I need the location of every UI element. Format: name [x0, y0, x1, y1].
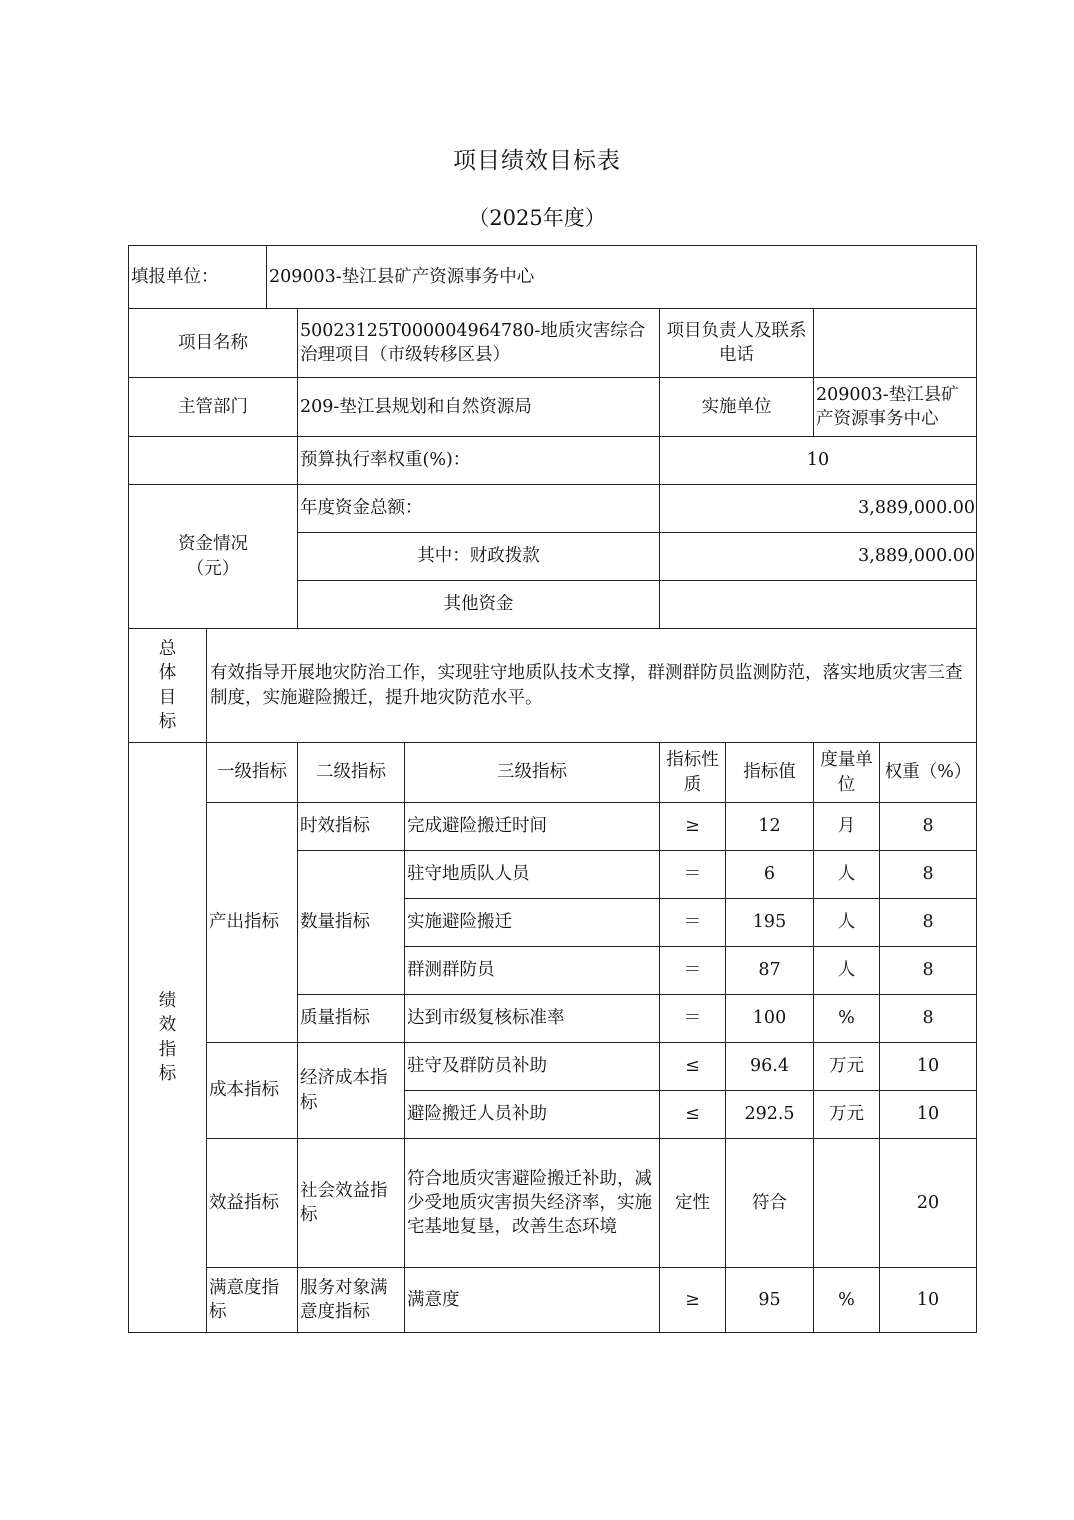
- project-leader-label: 项目负责人及联系电话: [660, 309, 814, 378]
- funds-label-text: 资金情况（元）: [178, 534, 248, 579]
- group-service-satisfaction: 服务对象满意度指标: [298, 1268, 405, 1333]
- indicator-name: 符合地质灾害避险搬迁补助，减少受地质灾害损失经济率，实施宅基地复垦，改善生态环境: [405, 1139, 660, 1268]
- dept-label: 主管部门: [129, 378, 298, 437]
- header-level3: 三级指标: [405, 743, 660, 803]
- indicator-nature: ＝: [660, 995, 726, 1043]
- indicator-unit: 人: [814, 851, 880, 899]
- group-timeliness: 时效指标: [298, 803, 405, 851]
- indicator-weight: 8: [880, 995, 977, 1043]
- indicator-nature: ≥: [660, 1268, 726, 1333]
- funds-fiscal-label: 其中：财政拨款: [298, 533, 660, 581]
- indicator-nature: ＝: [660, 899, 726, 947]
- dept-value: 209-垫江县规划和自然资源局: [298, 378, 660, 437]
- project-name-value: 50023125T000004964780-地质灾害综合治理项目（市级转移区县）: [298, 309, 660, 378]
- budget-weight-row: [129, 437, 977, 485]
- header-nature: 指标性质: [660, 743, 726, 803]
- impl-unit-value: 209003-垫江县矿产资源事务中心: [814, 378, 977, 437]
- indicators-label: [129, 743, 207, 1333]
- funds-total-label: 年度资金总额：: [298, 485, 660, 533]
- group-benefit: 效益指标: [207, 1139, 298, 1268]
- project-name-row: [129, 309, 977, 378]
- indicator-name: 实施避险搬迁: [405, 899, 660, 947]
- indicator-weight: 8: [880, 947, 977, 995]
- page-subtitle-year: （2025年度）: [468, 206, 606, 230]
- indicator-value: 95: [726, 1268, 814, 1333]
- indicator-value: 195: [726, 899, 814, 947]
- overall-goal-row: [129, 629, 977, 743]
- overall-goal-label: [129, 629, 207, 743]
- funds-total-row: [129, 485, 977, 533]
- indicator-name: 驻守及群防员补助: [405, 1043, 660, 1091]
- header-level1: 一级指标: [207, 743, 298, 803]
- project-leader-value: [814, 309, 977, 378]
- group-cost: 成本指标: [207, 1043, 298, 1139]
- indicator-value: 6: [726, 851, 814, 899]
- indicator-weight: 8: [880, 899, 977, 947]
- indicator-weight: 10: [880, 1268, 977, 1333]
- funds-label: [129, 485, 298, 629]
- unit-row: [129, 246, 977, 309]
- indicator-nature: ≤: [660, 1043, 726, 1091]
- group-quality: 质量指标: [298, 995, 405, 1043]
- unit-value: 209003-垫江县矿产资源事务中心: [267, 246, 977, 309]
- indicator-nature: ≥: [660, 803, 726, 851]
- indicator-weight: 20: [880, 1139, 977, 1268]
- indicator-unit: %: [814, 995, 880, 1043]
- dept-row: [129, 378, 977, 437]
- performance-target-table: [128, 245, 977, 1333]
- indicator-value: 100: [726, 995, 814, 1043]
- header-level2: 二级指标: [298, 743, 405, 803]
- budget-weight-spacer: [129, 437, 298, 485]
- page-title: 项目绩效目标表: [453, 148, 621, 174]
- overall-goal-text: 有效指导开展地灾防治工作，实现驻守地质队技术支撑，群测群防员监测防范，落实地质灾害三查制度，实施避险搬迁，提升地灾防范水平。: [207, 629, 977, 743]
- indicator-value: 292.5: [726, 1091, 814, 1139]
- indicator-unit: %: [814, 1268, 880, 1333]
- funds-other-label: 其他资金: [298, 581, 660, 629]
- indicator-weight: 8: [880, 851, 977, 899]
- indicator-nature: ＝: [660, 947, 726, 995]
- indicator-nature: 定性: [660, 1139, 726, 1268]
- indicator-unit: 人: [814, 899, 880, 947]
- indicator-name: 达到市级复核标准率: [405, 995, 660, 1043]
- indicator-weight: 10: [880, 1043, 977, 1091]
- table-row: [129, 803, 977, 851]
- indicator-unit: 万元: [814, 1091, 880, 1139]
- budget-weight-value: 10: [660, 437, 977, 485]
- indicator-value: 符合: [726, 1139, 814, 1268]
- impl-unit-label: 实施单位: [660, 378, 814, 437]
- funds-other-value: [660, 581, 977, 629]
- indicator-unit: 月: [814, 803, 880, 851]
- indicator-name: 避险搬迁人员补助: [405, 1091, 660, 1139]
- group-quantity: 数量指标: [298, 851, 405, 995]
- funds-fiscal-value: 3,889,000.00: [660, 533, 977, 581]
- indicator-weight: 8: [880, 803, 977, 851]
- indicator-value: 87: [726, 947, 814, 995]
- indicator-header-row: [129, 743, 977, 803]
- indicator-unit: [814, 1139, 880, 1268]
- unit-label: 填报单位：: [129, 246, 267, 309]
- budget-weight-label: 预算执行率权重(%)：: [298, 437, 660, 485]
- group-econ-cost: 经济成本指标: [298, 1043, 405, 1139]
- project-name-label: 项目名称: [129, 309, 298, 378]
- overall-goal-label-text: 总体目标: [158, 639, 177, 732]
- table-row: [129, 1139, 977, 1268]
- header-value: 指标值: [726, 743, 814, 803]
- table-row: [129, 1268, 977, 1333]
- indicator-name: 驻守地质队人员: [405, 851, 660, 899]
- indicator-unit: 人: [814, 947, 880, 995]
- indicator-name: 群测群防员: [405, 947, 660, 995]
- funds-total-value: 3,889,000.00: [660, 485, 977, 533]
- indicator-value: 12: [726, 803, 814, 851]
- table-row: [129, 1043, 977, 1091]
- indicator-unit: 万元: [814, 1043, 880, 1091]
- indicator-name: 满意度: [405, 1268, 660, 1333]
- group-output: 产出指标: [207, 803, 298, 1043]
- indicator-weight: 10: [880, 1091, 977, 1139]
- indicator-nature: ≤: [660, 1091, 726, 1139]
- group-social: 社会效益指标: [298, 1139, 405, 1268]
- header-weight: 权重（%）: [880, 743, 977, 803]
- indicator-value: 96.4: [726, 1043, 814, 1091]
- indicator-name: 完成避险搬迁时间: [405, 803, 660, 851]
- header-unit: 度量单位: [814, 743, 880, 803]
- indicators-label-text: 绩效指标: [158, 991, 177, 1084]
- group-satisfaction: 满意度指标: [207, 1268, 298, 1333]
- indicator-nature: ＝: [660, 851, 726, 899]
